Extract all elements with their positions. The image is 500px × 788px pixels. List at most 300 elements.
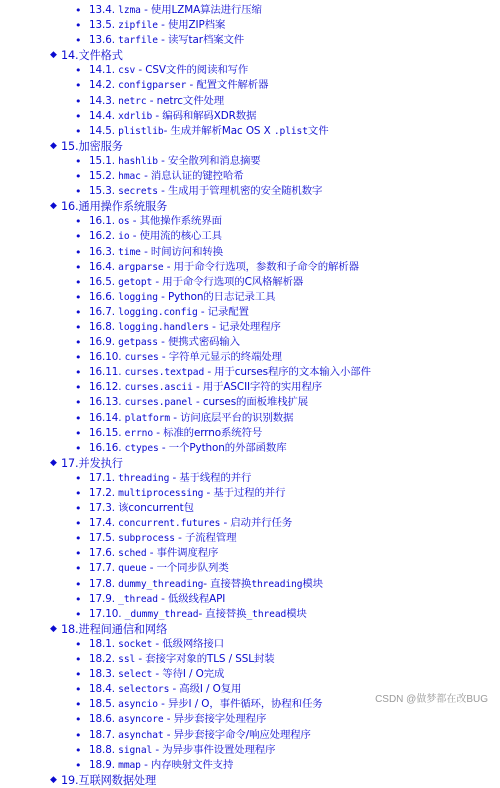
module-name: multiprocessing xyxy=(118,488,204,499)
link-text: 14.1. xyxy=(89,64,119,77)
module-name: .plist xyxy=(273,125,308,137)
toc-item[interactable] xyxy=(0,561,500,576)
dot-bullet-icon: • xyxy=(75,683,82,697)
link-text: - 直接替换 xyxy=(198,607,247,620)
link-text: - CSV文件的阅读和写作 xyxy=(135,64,249,77)
module-name: os xyxy=(118,216,130,228)
item-link[interactable] xyxy=(89,335,240,350)
section-link[interactable] xyxy=(61,622,167,637)
dot-bullet-icon: • xyxy=(75,502,82,516)
toc-item[interactable] xyxy=(0,758,500,773)
link-text: 18.4. xyxy=(89,683,119,696)
link-text: - 用于命令行选项的C风格解析器 xyxy=(152,275,304,288)
link-text: - 编码和解码XDR数据 xyxy=(152,109,257,122)
module-name: signal xyxy=(118,744,153,756)
link-text: - 用于命令行选项，参数和子命令的解析器 xyxy=(163,260,359,273)
link-text: - 基于过程的并行 xyxy=(203,487,286,499)
dot-bullet-icon: • xyxy=(75,185,82,199)
item-link[interactable] xyxy=(89,3,262,18)
item-link[interactable] xyxy=(89,607,307,622)
link-text: - 直接替换 xyxy=(203,577,252,590)
dot-bullet-icon: • xyxy=(75,517,82,531)
dot-bullet-icon: • xyxy=(75,290,82,304)
module-name: xdrlib xyxy=(118,110,153,122)
item-link[interactable] xyxy=(89,63,248,78)
module-name: time xyxy=(118,246,141,258)
link-text: 16.16. xyxy=(89,441,125,454)
dot-bullet-icon: • xyxy=(75,305,82,319)
module-name: argparse xyxy=(118,261,164,273)
link-text: 文件 xyxy=(307,124,329,137)
dot-bullet-icon: • xyxy=(75,396,82,410)
dot-bullet-icon: • xyxy=(75,637,82,651)
item-link[interactable] xyxy=(89,501,194,516)
item-link[interactable] xyxy=(89,577,323,592)
dot-bullet-icon: • xyxy=(75,245,82,259)
dot-bullet-icon: • xyxy=(75,668,82,682)
item-link[interactable] xyxy=(89,109,256,124)
link-text: - 记录配置 xyxy=(197,305,249,318)
toc-item[interactable] xyxy=(0,667,500,682)
module-name: hmac xyxy=(118,171,141,183)
toc-item[interactable] xyxy=(0,441,500,456)
module-name: selectors xyxy=(118,684,170,696)
dot-bullet-icon: • xyxy=(75,441,82,455)
item-link[interactable] xyxy=(89,411,293,426)
toc-item[interactable] xyxy=(0,395,500,410)
toc-item[interactable] xyxy=(0,335,500,350)
item-link[interactable] xyxy=(89,697,323,712)
link-text: 18.7. xyxy=(89,728,119,741)
item-link[interactable] xyxy=(89,637,224,652)
dot-bullet-icon: • xyxy=(75,351,82,365)
toc-item[interactable] xyxy=(0,516,500,531)
toc-section[interactable] xyxy=(0,622,500,637)
link-text: 18.5. xyxy=(89,698,119,711)
section-link[interactable] xyxy=(61,199,167,214)
link-text: 18.1. xyxy=(89,637,119,650)
dot-bullet-icon: • xyxy=(75,381,82,395)
item-link[interactable] xyxy=(89,33,244,48)
dot-bullet-icon: • xyxy=(75,34,82,48)
item-link[interactable] xyxy=(89,320,281,335)
item-link[interactable] xyxy=(89,275,303,290)
toc-item[interactable] xyxy=(0,229,500,244)
toc-item[interactable] xyxy=(0,411,500,426)
module-name: curses xyxy=(124,352,159,364)
link-text: 16.10. xyxy=(89,351,125,364)
item-link[interactable] xyxy=(89,18,225,33)
link-text: - 低级线程API xyxy=(157,592,226,605)
dot-bullet-icon: • xyxy=(75,471,82,485)
link-text: 14.4. xyxy=(89,109,119,122)
dot-bullet-icon: • xyxy=(75,109,82,123)
dot-bullet-icon: • xyxy=(75,260,82,274)
item-link[interactable] xyxy=(89,380,322,395)
link-text: 14.3. xyxy=(89,94,119,107)
link-text: - 其他操作系统界面 xyxy=(129,215,222,228)
link-text: 16.14. xyxy=(89,411,125,424)
link-text: - 记录处理程序 xyxy=(208,320,281,333)
module-name: ssl xyxy=(118,654,136,666)
link-text: 14.5. xyxy=(89,124,119,137)
link-text: 18.8. xyxy=(89,743,119,756)
link-text: - 标准的errno系统符号 xyxy=(153,426,263,439)
toc-item[interactable] xyxy=(0,184,500,199)
link-text: 15.2. xyxy=(89,170,119,183)
link-text: - 配置文件解析器 xyxy=(186,79,269,92)
toc-item[interactable] xyxy=(0,245,500,260)
diamond-bullet-icon: ◆ xyxy=(50,50,57,61)
toc-item[interactable] xyxy=(0,154,500,169)
dot-bullet-icon: • xyxy=(75,426,82,440)
dot-bullet-icon: • xyxy=(75,124,82,138)
module-name: dummy_threading xyxy=(118,578,204,590)
module-name: getpass xyxy=(118,337,158,349)
dot-bullet-icon: • xyxy=(75,728,82,742)
link-text: 15.3. xyxy=(89,185,119,198)
item-link[interactable] xyxy=(89,169,244,184)
module-name: select xyxy=(118,669,153,681)
toc-item[interactable] xyxy=(0,607,500,622)
toc-item[interactable] xyxy=(0,471,500,486)
dot-bullet-icon: • xyxy=(75,713,82,727)
item-link[interactable] xyxy=(89,214,222,229)
table-of-contents xyxy=(0,3,500,788)
module-name: mmap xyxy=(118,759,141,771)
toc-item[interactable] xyxy=(0,501,500,516)
item-link[interactable] xyxy=(89,290,275,305)
link-text: - curses的面板堆栈扩展 xyxy=(192,396,309,409)
item-link[interactable] xyxy=(89,682,241,697)
module-name: _thread xyxy=(118,593,158,605)
link-text: 13.4. xyxy=(89,4,119,16)
link-text: - 用于ASCII字符的实用程序 xyxy=(192,381,323,394)
dot-bullet-icon: • xyxy=(75,743,82,757)
dot-bullet-icon: • xyxy=(75,79,82,93)
dot-bullet-icon: • xyxy=(75,532,82,546)
toc-item[interactable] xyxy=(0,109,500,124)
link-text: 16.2. xyxy=(89,230,119,243)
link-text: - 等待I / O完成 xyxy=(152,668,225,681)
item-link[interactable] xyxy=(89,758,233,773)
toc-item[interactable] xyxy=(0,260,500,275)
toc-item[interactable] xyxy=(0,33,500,48)
link-text: 16.9. xyxy=(89,336,119,349)
link-text: 18.9. xyxy=(89,758,119,771)
link-text: - 便携式密码输入 xyxy=(157,336,240,349)
dot-bullet-icon: • xyxy=(75,698,82,712)
link-text: 13.5. xyxy=(89,19,119,32)
module-name: curses.panel xyxy=(124,397,193,409)
item-link[interactable] xyxy=(89,229,222,244)
dot-bullet-icon: • xyxy=(75,366,82,380)
item-link[interactable] xyxy=(89,486,285,501)
module-name: configparser xyxy=(118,80,187,92)
link-text: 16.7. xyxy=(89,305,119,318)
module-name: hashlib xyxy=(118,155,158,167)
module-name: asynchat xyxy=(118,729,164,741)
toc-item[interactable] xyxy=(0,290,500,305)
item-link[interactable] xyxy=(89,592,225,607)
link-text: - Python的日志记录工具 xyxy=(157,290,276,303)
link-text: 16.通用操作系统服务 xyxy=(61,200,168,214)
dot-bullet-icon: • xyxy=(75,592,82,606)
link-text: 18.进程间通信和网络 xyxy=(61,622,168,636)
toc-item[interactable] xyxy=(0,365,500,380)
item-link[interactable] xyxy=(89,94,224,109)
toc-item[interactable] xyxy=(0,350,500,365)
module-name: curses.ascii xyxy=(124,382,193,394)
toc-item[interactable] xyxy=(0,652,500,667)
module-name: asyncio xyxy=(118,699,158,711)
toc-section[interactable] xyxy=(0,139,500,154)
module-name: _dummy_thread xyxy=(124,608,199,620)
module-name: secrets xyxy=(118,186,158,198)
toc-item[interactable] xyxy=(0,546,500,561)
module-name: ctypes xyxy=(124,442,159,454)
toc-item[interactable] xyxy=(0,78,500,93)
link-text: - 事件调度程序 xyxy=(146,547,219,560)
link-text: - 生成并解析Mac OS X xyxy=(163,124,274,137)
toc-item[interactable] xyxy=(0,486,500,501)
toc-item[interactable] xyxy=(0,728,500,743)
item-link[interactable] xyxy=(89,743,275,758)
module-name: logging.handlers xyxy=(118,321,209,333)
module-name: errno xyxy=(124,427,154,439)
module-name: logging.config xyxy=(118,306,198,318)
link-text: 13.6. xyxy=(89,34,119,47)
module-name: logging xyxy=(118,291,158,303)
link-text: 17.2. xyxy=(89,487,119,499)
link-text: - 时间访问和转换 xyxy=(140,245,223,258)
link-text: 18.2. xyxy=(89,653,119,666)
link-text: - 安全散列和消息摘要 xyxy=(157,154,261,167)
module-name: concurrent.futures xyxy=(118,518,221,530)
link-text: - 套接字对象的TLS / SSL封装 xyxy=(135,653,275,666)
link-text: 17.4. xyxy=(89,517,119,530)
dot-bullet-icon: • xyxy=(75,562,82,576)
link-text: - 启动并行任务 xyxy=(220,517,293,530)
dot-bullet-icon: • xyxy=(75,154,82,168)
dot-bullet-icon: • xyxy=(75,64,82,78)
dot-bullet-icon: • xyxy=(75,577,82,591)
toc-item[interactable] xyxy=(0,3,500,18)
item-link[interactable] xyxy=(89,561,229,576)
dot-bullet-icon: • xyxy=(75,275,82,289)
link-text: - 使用LZMA算法进行压缩 xyxy=(140,4,262,16)
link-text: - 使用流的核心工具 xyxy=(129,230,222,243)
toc-item[interactable] xyxy=(0,124,500,139)
section-link[interactable] xyxy=(61,773,156,788)
link-text: - 读写tar档案文件 xyxy=(157,34,245,47)
item-link[interactable] xyxy=(89,546,218,561)
toc-item[interactable] xyxy=(0,305,500,320)
link-text: 16.3. xyxy=(89,245,119,258)
dot-bullet-icon: • xyxy=(75,607,82,621)
link-text: 17.10. xyxy=(89,607,125,620)
link-text: - 使用ZIP档案 xyxy=(157,19,226,32)
module-name: curses.textpad xyxy=(124,367,205,379)
item-link[interactable] xyxy=(89,471,251,486)
link-text: - 异步I / O，事件循环，协程和任务 xyxy=(157,698,323,711)
link-text: 17.并发执行 xyxy=(61,456,123,470)
module-name: threading xyxy=(118,472,170,484)
toc-item[interactable] xyxy=(0,18,500,33)
link-text: 模块 xyxy=(286,607,307,620)
link-text: - 一个同步队列类 xyxy=(146,562,229,575)
link-text: 16.13. xyxy=(89,396,125,409)
link-text: 14.文件格式 xyxy=(61,49,123,63)
toc-section[interactable] xyxy=(0,773,500,788)
toc-item[interactable] xyxy=(0,94,500,109)
item-link[interactable] xyxy=(89,350,282,365)
item-link[interactable] xyxy=(89,365,371,380)
dot-bullet-icon: • xyxy=(75,4,82,17)
toc-section[interactable] xyxy=(0,456,500,471)
item-link[interactable] xyxy=(89,305,249,320)
link-text: 17.3. 该concurrent包 xyxy=(89,502,194,515)
module-name: lzma xyxy=(118,5,141,16)
item-link[interactable] xyxy=(89,260,359,275)
module-name: getopt xyxy=(118,276,153,288)
toc-item[interactable] xyxy=(0,275,500,290)
module-name: queue xyxy=(118,563,147,575)
toc-item[interactable] xyxy=(0,637,500,652)
module-name: subprocess xyxy=(118,533,175,545)
diamond-bullet-icon: ◆ xyxy=(50,140,57,151)
diamond-bullet-icon: ◆ xyxy=(50,623,57,634)
item-link[interactable] xyxy=(89,531,236,546)
item-link[interactable] xyxy=(89,728,311,743)
module-name: threading xyxy=(251,578,303,590)
dot-bullet-icon: • xyxy=(75,487,82,500)
csdn-watermark: CSDN @做梦都在改BUG xyxy=(375,694,488,705)
link-text: 16.15. xyxy=(89,426,125,439)
link-text: - 字符单元显示的终端处理 xyxy=(158,351,282,364)
link-text: 16.1. xyxy=(89,215,119,228)
item-link[interactable] xyxy=(89,124,329,139)
item-link[interactable] xyxy=(89,426,262,441)
module-name: csv xyxy=(118,65,136,77)
module-name: platform xyxy=(124,412,171,424)
link-text: 18.6. xyxy=(89,713,119,726)
item-link[interactable] xyxy=(89,667,224,682)
link-text: - 一个Python的外部函数库 xyxy=(158,441,287,454)
module-name: _thread xyxy=(246,608,287,620)
link-text: 16.6. xyxy=(89,290,119,303)
toc-section[interactable] xyxy=(0,48,500,63)
diamond-bullet-icon: ◆ xyxy=(50,201,57,212)
diamond-bullet-icon: ◆ xyxy=(50,774,57,785)
section-link[interactable] xyxy=(61,456,123,471)
item-link[interactable] xyxy=(89,395,308,410)
module-name: sched xyxy=(118,548,147,560)
dot-bullet-icon: • xyxy=(75,411,82,425)
link-text: - 生成用于管理机密的安全随机数字 xyxy=(157,185,323,198)
section-link[interactable] xyxy=(61,48,123,63)
module-name: zipfile xyxy=(118,20,158,32)
link-text: - 消息认证的键控哈希 xyxy=(140,170,244,183)
toc-item[interactable] xyxy=(0,592,500,607)
section-link[interactable] xyxy=(61,139,123,154)
dot-bullet-icon: • xyxy=(75,19,82,33)
link-text: 16.4. xyxy=(89,260,119,273)
dot-bullet-icon: • xyxy=(75,336,82,350)
dot-bullet-icon: • xyxy=(75,230,82,244)
link-text: 15.加密服务 xyxy=(61,139,123,153)
link-text: - 基于线程的并行 xyxy=(169,471,252,484)
module-name: tarfile xyxy=(118,35,158,47)
link-text: 16.11. xyxy=(89,366,125,379)
dot-bullet-icon: • xyxy=(75,547,82,561)
toc-item[interactable] xyxy=(0,63,500,78)
link-text: 18.3. xyxy=(89,668,119,681)
dot-bullet-icon: • xyxy=(75,215,82,229)
module-name: asyncore xyxy=(118,714,164,726)
dot-bullet-icon: • xyxy=(75,320,82,334)
item-link[interactable] xyxy=(89,154,261,169)
module-name: socket xyxy=(118,638,153,650)
link-text: 16.8. xyxy=(89,320,119,333)
link-text: - 访问底层平台的识别数据 xyxy=(170,411,294,424)
item-link[interactable] xyxy=(89,78,268,93)
link-text: - netrc文件处理 xyxy=(146,94,225,107)
toc-item[interactable] xyxy=(0,531,500,546)
toc-item[interactable] xyxy=(0,169,500,184)
link-text: 17.5. xyxy=(89,532,119,545)
link-text: 17.6. xyxy=(89,547,119,560)
toc-item[interactable] xyxy=(0,743,500,758)
toc-item[interactable] xyxy=(0,577,500,592)
link-text: 19.互联网数据处理 xyxy=(61,773,157,787)
dot-bullet-icon: • xyxy=(75,94,82,108)
link-text: 16.12. xyxy=(89,381,125,394)
link-text: 14.2. xyxy=(89,79,119,92)
link-text: 15.1. xyxy=(89,154,119,167)
link-text: - 低级网络接口 xyxy=(152,637,225,650)
dot-bullet-icon: • xyxy=(75,653,82,667)
item-link[interactable] xyxy=(89,516,292,531)
link-text: - 子流程管理 xyxy=(174,532,237,545)
link-text: - 用于curses程序的文本输入小部件 xyxy=(204,366,371,379)
item-link[interactable] xyxy=(89,184,322,199)
toc-item[interactable] xyxy=(0,320,500,335)
link-text: 17.8. xyxy=(89,577,119,590)
link-text: 17.9. xyxy=(89,592,119,605)
module-name: io xyxy=(118,231,130,243)
item-link[interactable] xyxy=(89,652,275,667)
dot-bullet-icon: • xyxy=(75,758,82,772)
diamond-bullet-icon: ◆ xyxy=(50,457,57,468)
link-text: 17.7. xyxy=(89,562,119,575)
dot-bullet-icon: • xyxy=(75,170,82,184)
module-name: netrc xyxy=(118,95,147,107)
toc-item[interactable] xyxy=(0,214,500,229)
toc-section[interactable] xyxy=(0,199,500,214)
item-link[interactable] xyxy=(89,245,223,260)
link-text: - 异步套接字处理程序 xyxy=(163,713,267,726)
link-text: - 异步套接字命令/响应处理程序 xyxy=(163,728,311,741)
link-text: 模块 xyxy=(302,577,323,590)
link-text: 17.1. xyxy=(89,471,119,484)
link-text: - 为异步事件设置处理程序 xyxy=(152,743,276,756)
toc-item[interactable] xyxy=(0,426,500,441)
link-text: 16.5. xyxy=(89,275,119,288)
link-text: - 高级I / O复用 xyxy=(169,683,242,696)
item-link[interactable] xyxy=(89,441,287,456)
toc-item[interactable] xyxy=(0,380,500,395)
